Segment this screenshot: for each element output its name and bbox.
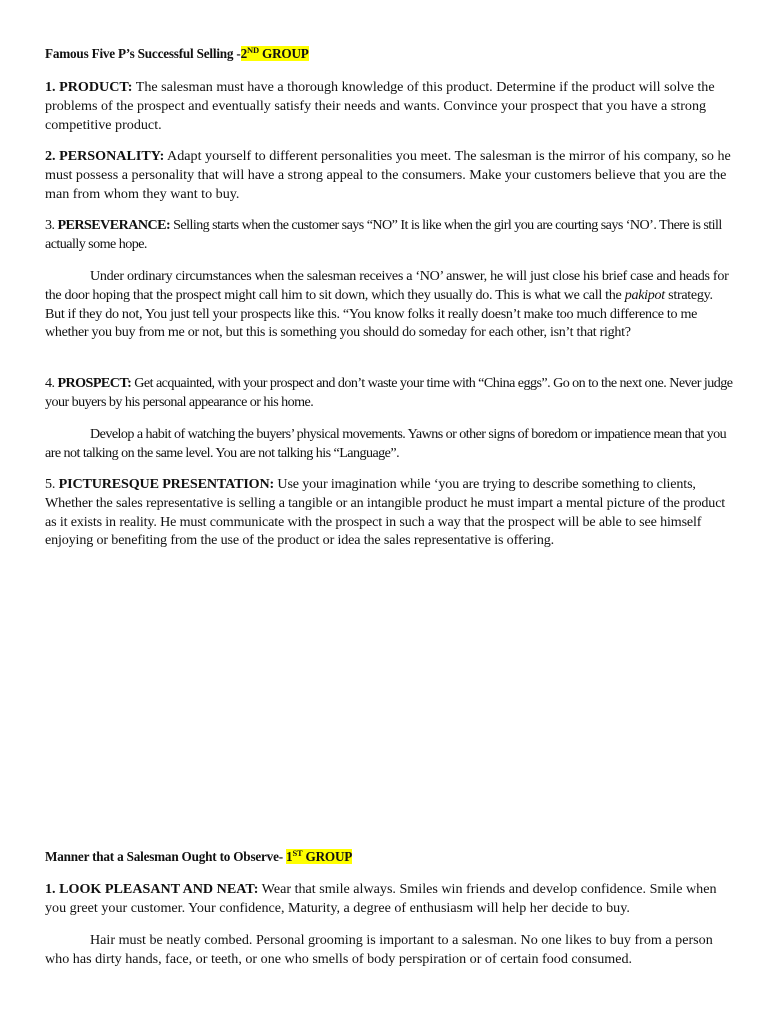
item-label: PICTURESQUE PRESENTATION:: [58, 476, 275, 492]
paragraph-prospect: [45, 374, 735, 412]
continued-text: Develop a habit of watching the buyers’ physical movements. Yawns or other signs of boredom or impatience mean that you are not talking on the same level. You are not talking his “Language”.: [45, 426, 727, 461]
section-title-manner: [45, 848, 735, 867]
section-title-five-ps: [45, 45, 735, 64]
paragraph-look-pleasant-continued: [45, 931, 735, 969]
paragraph-product: [45, 78, 735, 134]
item-label: PERSEVERANCE:: [57, 217, 171, 233]
item-text: Selling starts when the customer says “NO” It is like when the girl you are courting says ‘NO’. There is still actually some hope.: [45, 217, 722, 252]
group-word: GROUP: [258, 46, 309, 61]
item-label: PRODUCT:: [59, 79, 133, 95]
paragraph-perseverance-continued: [45, 267, 735, 342]
item-number: 3.: [45, 217, 58, 233]
continued-text: Hair must be neatly combed. Personal grooming is important to a salesman. No one likes to buy from a person who has dirty hands, face, or teeth, or one who smells of body perspiration or of certain food consumed.: [45, 932, 713, 967]
item-text: The salesman must have a thorough knowledge of this product. Determine if the product will solve the problems of the prospect and eventually satisfy their needs and wants. Convince your prospect that you have a strong competitive product.: [45, 79, 715, 133]
item-label: PROSPECT:: [57, 375, 132, 391]
item-text: Get acquainted, with your prospect and don’t waste your time with “China eggs”. Go on to the next one. Never judge your buyers by his personal appearance or his home.: [45, 375, 733, 410]
continued-text: strategy. But if they do not, You just tell your prospects like this. “You know folks it really doesn’t make too much difference to me whether you buy from me or not, but this is something you should do someday for each other, isn’t that right?: [45, 286, 713, 341]
paragraph-personality: [45, 147, 735, 203]
group-highlight: [286, 849, 352, 864]
group-ordinal-suffix: ND: [247, 45, 259, 55]
item-label: PERSONALITY:: [59, 148, 165, 164]
item-text: Adapt yourself to different personalities you meet. The salesman is the mirror of his company, so he must possess a personality that will have a strong appeal to the consumers. Make your customers believe that you are the man from whom they want to buy.: [45, 148, 731, 202]
item-number: 5.: [45, 476, 59, 492]
group-number: 2: [240, 46, 248, 61]
paragraph-perseverance: [45, 216, 735, 254]
continued-text: Under ordinary circumstances when the salesman receives a ‘NO’ answer, he will just close his brief case and heads for the door hoping that the prospect might call him to sit down, which they usually do. This is what we call the: [45, 268, 729, 303]
group-number: 1: [286, 849, 293, 864]
group-ordinal-suffix: ST: [292, 848, 303, 858]
group-word: GROUP: [302, 849, 353, 864]
paragraph-presentation: [45, 475, 735, 550]
item-number: 1.: [45, 79, 60, 95]
item-text: Use your imagination while ‘you are trying to describe something to clients, Whether the sales representative is selling a tangible or an intangible product he must impart a mental picture of the product as it exists in reality. He must communicate with the prospect in such a way that the prospect will be able to see himself enjoying or benefiting from the use of the product or idea the sales representative is offering.: [45, 476, 726, 549]
item-number: 1.: [45, 881, 60, 897]
item-label: LOOK PLEASANT AND NEAT:: [59, 881, 259, 897]
section-title-text: Manner that a Salesman Ought to Observe-: [45, 849, 287, 864]
italic-term: pakipot: [624, 286, 665, 303]
item-number: 4.: [45, 375, 58, 391]
item-text: Wear that smile always. Smiles win friends and develop confidence. Smile when you greet your customer. Your confidence, Maturity, a degree of enthusiasm will help her decide to buy.: [45, 881, 717, 916]
item-number: 2.: [45, 148, 60, 164]
paragraph-look-pleasant: [45, 880, 735, 918]
section-title-text: Famous Five P’s Successful Selling -: [45, 46, 241, 61]
paragraph-prospect-continued: [45, 425, 735, 463]
group-highlight: [241, 46, 309, 61]
